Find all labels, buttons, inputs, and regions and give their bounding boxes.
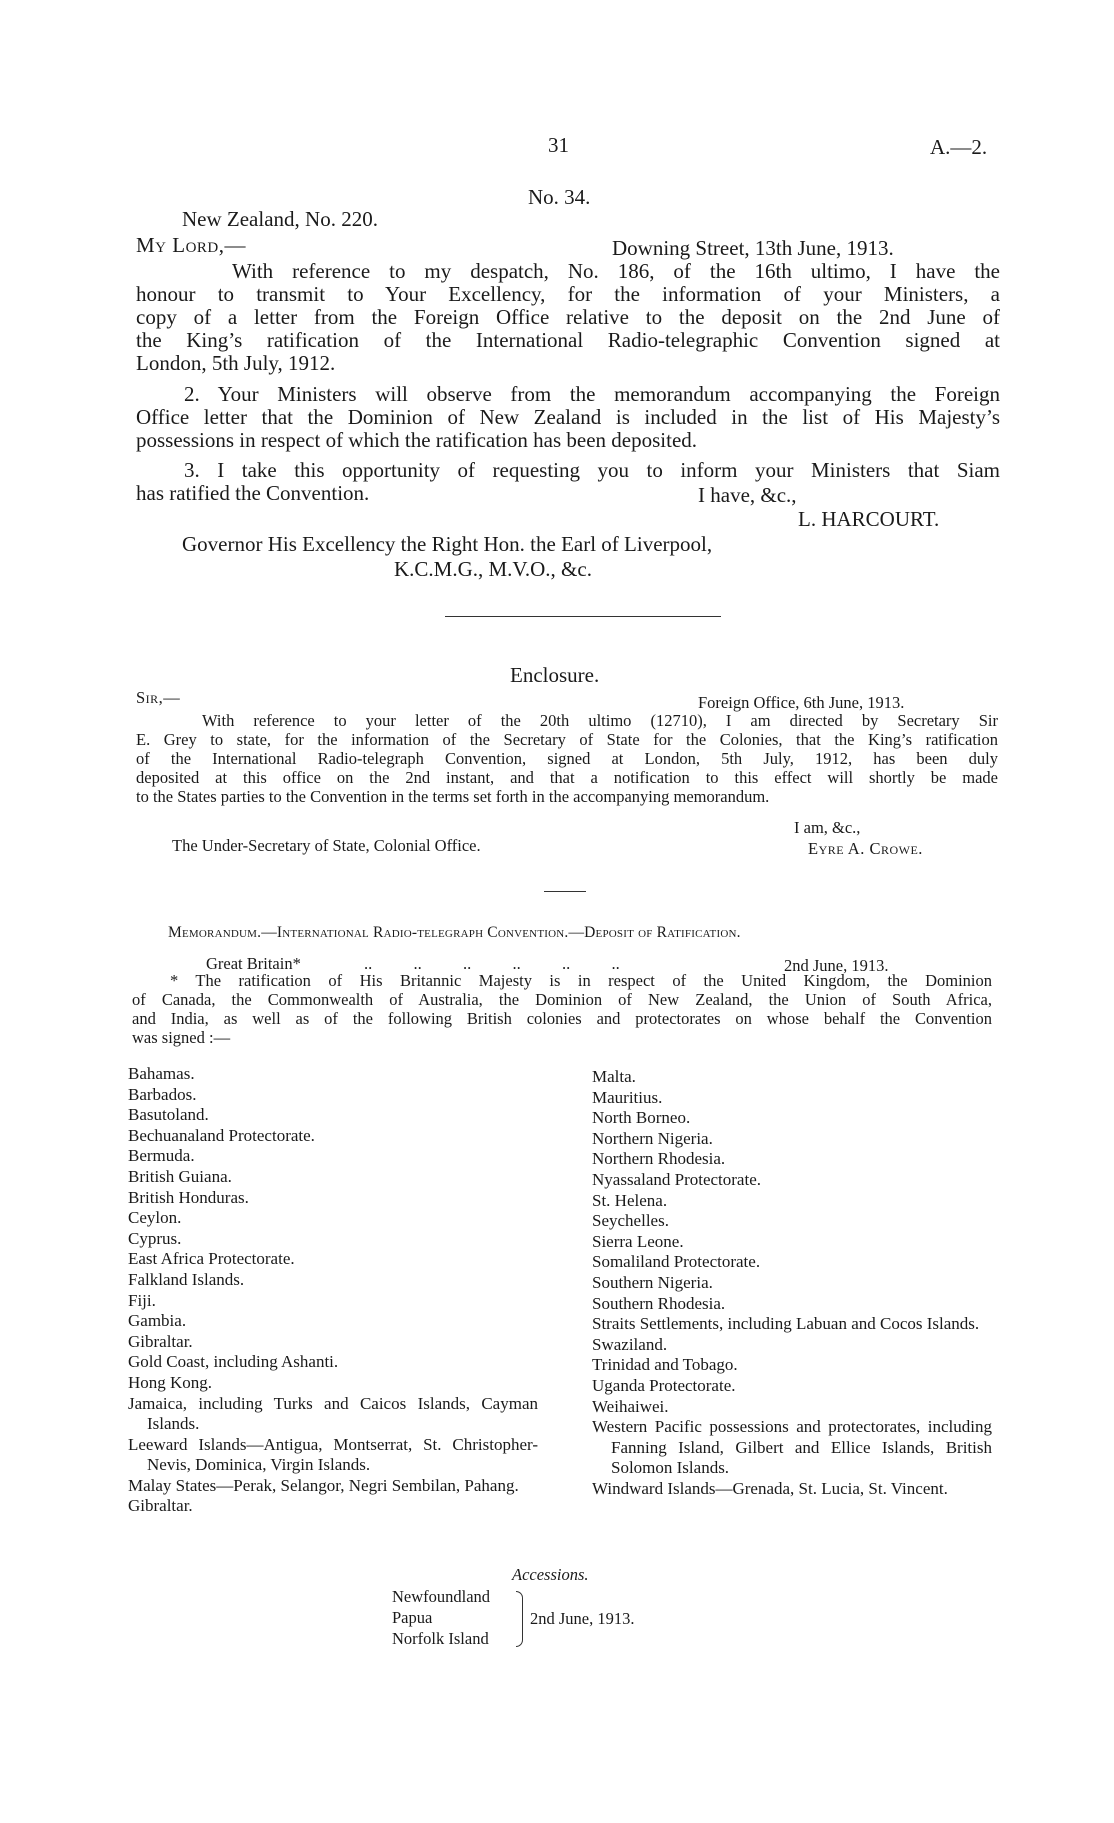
despatch-place-date: Downing Street, 13th June, 1913. (612, 236, 894, 260)
memorandum-note (132, 971, 992, 1047)
list-item: Sierra Leone. (592, 1231, 684, 1251)
text-line: of the International Radio-telegraph Convention, signed at London, 5th July, 1912, has been duly (136, 749, 998, 768)
despatch-series: New Zealand, No. 220. (182, 207, 378, 231)
enclosure-closing: I am, &c., (794, 818, 861, 837)
list-item: Ceylon. (128, 1208, 182, 1228)
list-item: Straits Settlements, including Labuan and Cocos Islands. (592, 1314, 980, 1334)
accessions-bracket (516, 1591, 523, 1647)
accession-papua: Papua (392, 1608, 433, 1627)
text-line: Office letter that the Dominion of New Zealand is included in the list of His Majesty’s (136, 405, 1000, 429)
list-item: Southern Rhodesia. (592, 1293, 726, 1313)
great-britain-label: Great Britain* (206, 954, 301, 973)
list-item: East Africa Protectorate. (128, 1249, 295, 1269)
enclosure-title: Enclosure. (510, 663, 600, 687)
text-line: With reference to your letter of the 20th ultimo (12710), I am directed by Secretary Sir (202, 711, 998, 730)
section-divider (445, 616, 721, 617)
enclosure-body (136, 711, 998, 806)
text-line: the King’s ratification of the International Radio-telegraphic Convention signed at (136, 328, 1000, 352)
enclosure-salutation: Sir,— (136, 688, 181, 707)
leader-dots: .. .. .. .. .. .. (364, 954, 620, 973)
list-item: British Guiana. (128, 1166, 232, 1186)
text-line: and India, as well as of the following British colonies and protectorates on whose behalf the Convention (132, 1009, 992, 1028)
list-item: Uganda Protectorate. (592, 1375, 736, 1395)
accessions-date: 2nd June, 1913. (530, 1609, 635, 1628)
text-line: * The ratification of His Britannic Majesty is in respect of the United Kingdom, the Dominion (170, 971, 992, 990)
list-item: Bermuda. (128, 1146, 195, 1166)
list-item: Malay States—Perak, Selangor, Negri Sembilan, Pahang. (128, 1475, 519, 1495)
list-item: Malta. (592, 1067, 636, 1086)
list-item: Northern Rhodesia. (592, 1149, 726, 1169)
list-item: Leeward Islands—Antigua, Montserrat, St. Christopher-Nevis, Dominica, Virgin Islands. (128, 1434, 538, 1475)
list-item: Trinidad and Tobago. (592, 1355, 738, 1375)
accession-norfolk-island: Norfolk Island (392, 1629, 489, 1648)
list-item: Cyprus. (128, 1228, 182, 1248)
accession-newfoundland: Newfoundland (392, 1587, 491, 1606)
text-line: E. Grey to state, for the information of the Secretary of State for the Colonies, that the King’s ratification (136, 730, 998, 749)
list-item: Bahamas. (128, 1064, 195, 1083)
text-line: of Canada, the Commonwealth of Australia, the Dominion of New Zealand, the Union of South Africa, (132, 990, 992, 1009)
enclosure-place-date: Foreign Office, 6th June, 1913. (698, 693, 905, 712)
list-item: Gold Coast, including Ashanti. (128, 1352, 339, 1372)
text-line: possessions in respect of which the ratification has been deposited. (136, 428, 698, 452)
colonies-list-left (128, 1064, 538, 1517)
list-item: Hong Kong. (128, 1372, 213, 1392)
page-number: 31 (548, 133, 569, 157)
list-item: Western Pacific possessions and protectorates, including Fanning Island, Gilbert and Ellice Islands, British Solomon Islands. (592, 1417, 992, 1478)
despatch-paragraph-2 (136, 383, 1000, 452)
text-line: was signed :— (132, 1028, 231, 1047)
list-item: Jamaica, including Turks and Caicos Islands, Cayman Islands. (128, 1393, 538, 1434)
text-line: 2. Your Ministers will observe from the memorandum accompanying the Foreign (184, 382, 1000, 406)
despatch-salutation: My Lord,— (136, 233, 247, 257)
despatch-closing: I have, &c., (698, 483, 797, 507)
text-line: honour to transmit to Your Excellency, for the information of your Ministers, a (136, 282, 1000, 306)
enclosure-addressee: The Under-Secretary of State, Colonial Office. (172, 836, 481, 855)
enclosure-signature: Eyre A. Crowe. (808, 839, 923, 858)
despatch-addressee-line-2: K.C.M.G., M.V.O., &c. (394, 557, 592, 581)
despatch-paragraph-3-line-1: 3. I take this opportunity of requesting you to inform your Ministers that Siam (184, 458, 1000, 482)
text-line: copy of a letter from the Foreign Office relative to the deposit on the 2nd June of (136, 305, 1000, 329)
list-item: Mauritius. (592, 1087, 663, 1107)
section-divider-short (544, 891, 586, 892)
text-line: With reference to my despatch, No. 186, of the 16th ultimo, I have the (232, 259, 1000, 283)
text-line: to the States parties to the Convention in the terms set forth in the accompanying memorandum. (136, 787, 770, 806)
colonies-list-right (592, 1067, 992, 1499)
list-item: Swaziland. (592, 1334, 668, 1354)
list-item: Somaliland Protectorate. (592, 1252, 761, 1272)
list-item: Fiji. (128, 1290, 156, 1310)
memorandum-title: Memorandum.—International Radio-telegraph Convention.—Deposit of Ratification. (168, 924, 741, 941)
despatch-paragraph-3-line-2: has ratified the Convention. (136, 481, 370, 505)
list-item: North Borneo. (592, 1108, 691, 1128)
list-item: Basutoland. (128, 1105, 209, 1125)
list-item: Bechuanaland Protectorate. (128, 1125, 315, 1145)
list-item: Gibraltar. (128, 1496, 193, 1516)
list-item: British Honduras. (128, 1187, 249, 1207)
list-item: Seychelles. (592, 1211, 669, 1231)
list-item: Weihaiwei. (592, 1396, 669, 1416)
list-item: Falkland Islands. (128, 1269, 245, 1289)
text-line: deposited at this office on the 2nd instant, and that a notification to this effect will shortly be made (136, 768, 998, 787)
list-item: St. Helena. (592, 1190, 668, 1210)
list-item: Barbados. (128, 1084, 197, 1104)
despatch-addressee-line-1: Governor His Excellency the Right Hon. the Earl of Liverpool, (182, 532, 713, 556)
accessions-title: Accessions. (512, 1565, 589, 1584)
list-item: Windward Islands—Grenada, St. Lucia, St. Vincent. (592, 1478, 948, 1498)
despatch-number: No. 34. (528, 185, 591, 209)
despatch-signature: L. HARCOURT. (798, 507, 940, 531)
list-item: Nyassaland Protectorate. (592, 1169, 761, 1189)
list-item: Southern Nigeria. (592, 1272, 713, 1292)
list-item: Northern Nigeria. (592, 1128, 713, 1148)
text-line: London, 5th July, 1912. (136, 351, 336, 375)
great-britain-date: 2nd June, 1913. (784, 956, 889, 975)
document-reference: A.—2. (930, 135, 988, 159)
despatch-paragraph-1 (136, 260, 1000, 375)
list-item: Gibraltar. (128, 1331, 193, 1351)
list-item: Gambia. (128, 1311, 187, 1331)
